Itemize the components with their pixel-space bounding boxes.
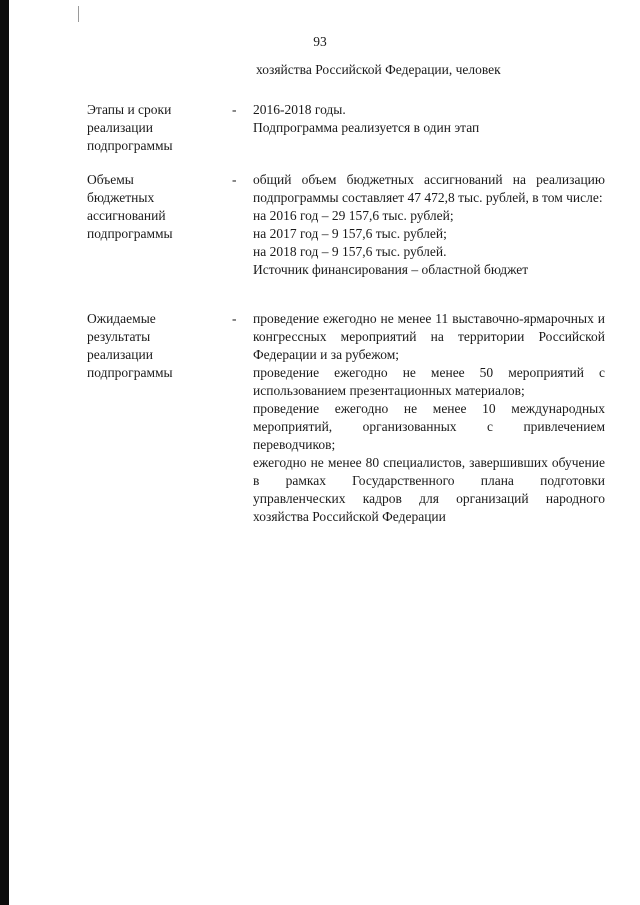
section-label	[87, 310, 217, 382]
label-line: реализации	[87, 120, 153, 135]
content-paragraph: Подпрограмма реализуется в один этап	[253, 120, 480, 135]
content-paragraph: 2016-2018 годы.	[253, 102, 346, 117]
section-content	[253, 310, 605, 526]
content-paragraph: проведение ежегодно не менее 11 выставочно-ярмарочных и конгрессных мероприятий на территории Российской Федерации и за рубежом;	[253, 311, 605, 362]
label-line: Этапы и сроки	[87, 102, 172, 117]
continuation-line: хозяйства Российской Федерации, человек	[256, 62, 501, 77]
content-paragraph: на 2017 год – 9 157,6 тыс. рублей;	[253, 226, 447, 241]
section-content	[253, 171, 605, 279]
label-line: подпрограммы	[87, 365, 173, 380]
label-line: Объемы	[87, 172, 134, 187]
section-dash: -	[232, 172, 237, 187]
content-paragraph: Источник финансирования – областной бюджет	[253, 262, 529, 277]
section-label	[87, 101, 217, 155]
section-label	[87, 171, 217, 243]
label-line: реализации	[87, 347, 153, 362]
content-paragraph: проведение ежегодно не менее 50 мероприятий с использованием презентационных материалов;	[253, 365, 605, 398]
label-line: Ожидаемые	[87, 311, 156, 326]
label-line: подпрограммы	[87, 226, 173, 241]
scan-edge-dark	[0, 0, 9, 905]
section-dash: -	[232, 102, 237, 117]
label-line: подпрограммы	[87, 138, 173, 153]
page-number: 93	[313, 34, 327, 49]
scan-speck	[78, 6, 79, 22]
content-paragraph: общий объем бюджетных ассигнований на реализацию подпрограммы составляет 47 472,8 тыс. рублей, в том числе:	[253, 172, 605, 205]
label-line: результаты	[87, 329, 151, 344]
section-content	[253, 101, 605, 137]
content-paragraph: проведение ежегодно не менее 10 международных мероприятий, организованных с привлечением переводчиков;	[253, 401, 605, 452]
label-line: ассигнований	[87, 208, 166, 223]
content-paragraph: на 2018 год – 9 157,6 тыс. рублей.	[253, 244, 447, 259]
content-paragraph: ежегодно не менее 80 специалистов, завершивших обучение в рамках Государственного плана подготовки управленческих кадров для организаций народного хозяйства Российской Федерации	[253, 455, 605, 524]
content-paragraph: на 2016 год – 29 157,6 тыс. рублей;	[253, 208, 454, 223]
section-dash: -	[232, 311, 237, 326]
label-line: бюджетных	[87, 190, 155, 205]
